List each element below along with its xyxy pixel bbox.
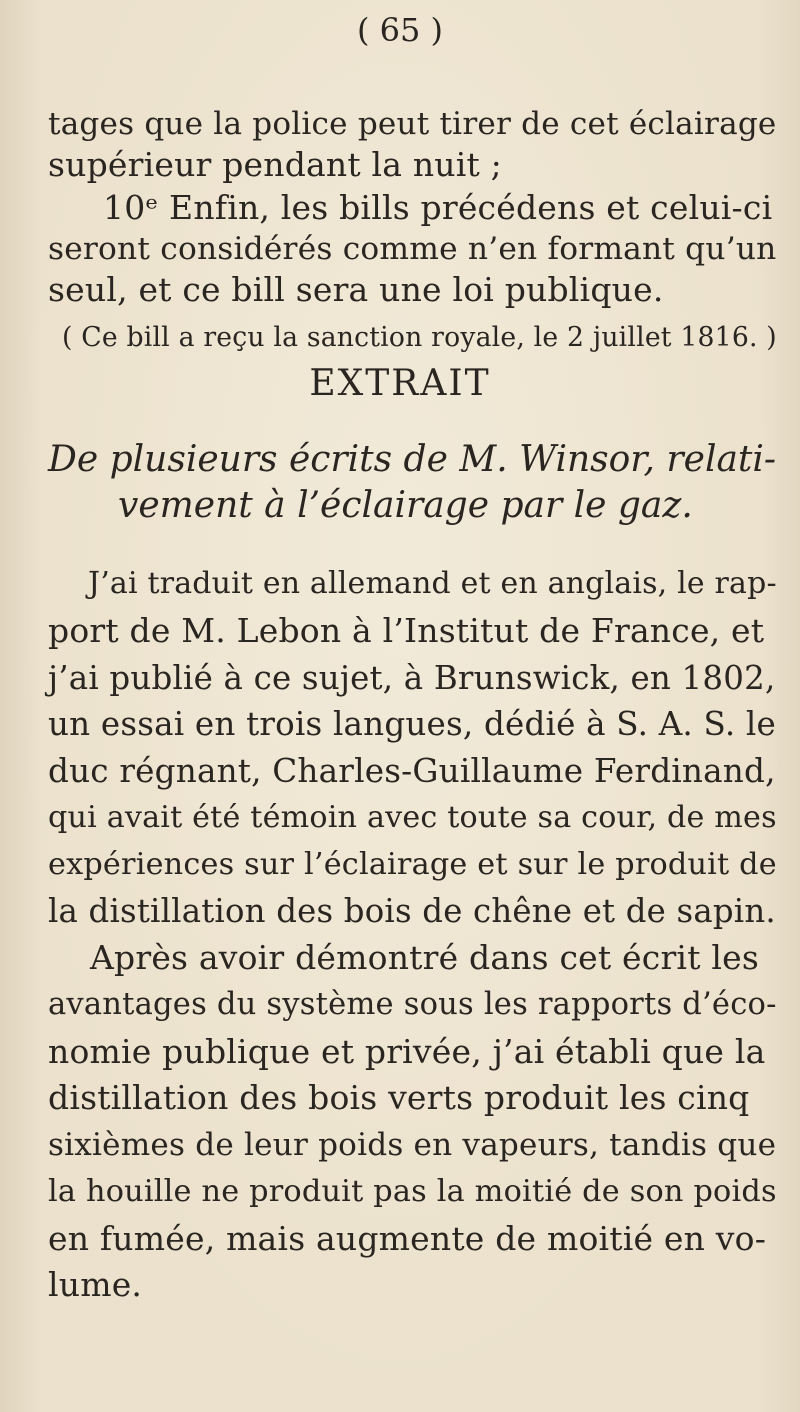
page-number: ( 65 ) bbox=[356, 11, 444, 49]
text-line: tages que la police peut tirer de cet éclairage bbox=[48, 106, 777, 142]
text-line: 10ᵉ Enfin, les bills précédens et celui-ci bbox=[103, 188, 773, 227]
paragraph-line: duc régnant, Charles-Guillaume Ferdinand, bbox=[48, 752, 776, 790]
paragraph-line: un essai en trois langues, dédié à S. A. S. le bbox=[48, 705, 776, 743]
royal-sanction-note: ( Ce bill a reçu la sanction royale, le 2 juillet 1816. ) bbox=[62, 322, 777, 353]
paragraph-line: j’ai publié à ce sujet, à Brunswick, en 1802, bbox=[48, 659, 776, 697]
paragraph-line: J’ai traduit en allemand et en anglais, le rap- bbox=[88, 566, 777, 601]
paragraph-line: lume. bbox=[48, 1265, 143, 1304]
paragraph-line: Après avoir démontré dans cet écrit les bbox=[90, 938, 759, 977]
text-line: seront considérés comme n’en formant qu’un bbox=[48, 231, 777, 267]
text-line: supérieur pendant la nuit ; bbox=[48, 145, 502, 184]
text-line: seul, et ce bill sera une loi publique. bbox=[48, 270, 664, 309]
paragraph-line: expériences sur l’éclairage et sur le produit de bbox=[48, 847, 777, 882]
section-subtitle-line: vement à l’éclairage par le gaz. bbox=[118, 485, 693, 526]
paragraph-line: qui avait été témoin avec toute sa cour, de mes bbox=[48, 800, 777, 835]
section-subtitle-line: De plusieurs écrits de M. Winsor, relati- bbox=[48, 439, 777, 480]
paragraph-line: nomie publique et privée, j’ai établi que la bbox=[48, 1032, 766, 1071]
section-heading: EXTRAIT bbox=[309, 363, 491, 404]
paragraph-line: port de M. Lebon à l’Institut de France, et bbox=[48, 611, 765, 650]
paragraph-line: en fumée, mais augmente de moitié en vo- bbox=[48, 1219, 767, 1258]
paragraph-line: distillation des bois verts produit les cinq bbox=[48, 1078, 750, 1117]
paragraph-line: sixièmes de leur poids en vapeurs, tandis que bbox=[48, 1127, 777, 1163]
paragraph-line: la houille ne produit pas la moitié de son poids bbox=[48, 1174, 777, 1209]
paragraph-line: la distillation des bois de chêne et de sapin. bbox=[48, 892, 776, 930]
paragraph-line: avantages du système sous les rapports d’éco- bbox=[48, 987, 777, 1022]
